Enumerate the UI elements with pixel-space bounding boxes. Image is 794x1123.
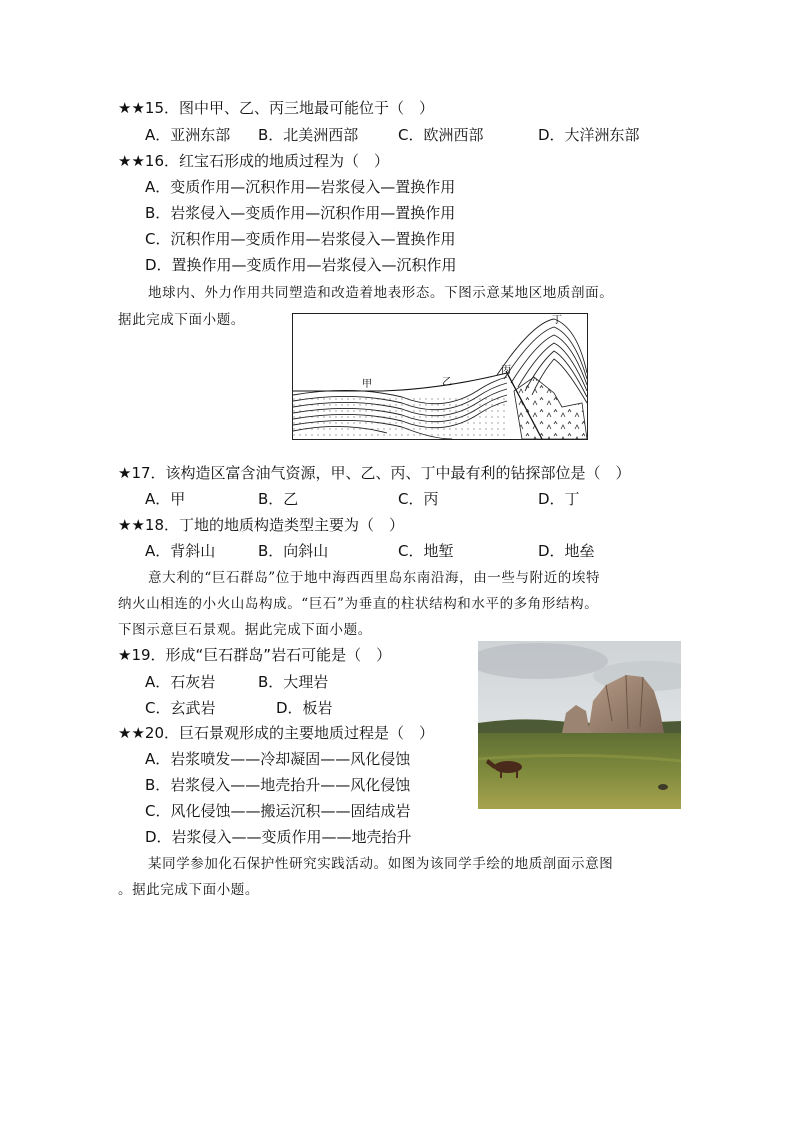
- q15-option-c[interactable]: C．欧洲西部: [398, 126, 484, 144]
- q18-option-d[interactable]: D．地垒: [538, 542, 595, 560]
- passage1-line1: 地球内、外力作用共同塑造和改造着地表形态。下图示意某地区地质剖面。: [148, 285, 614, 301]
- label-ding: 丁: [552, 315, 562, 326]
- q15-stem: ★★15．图中甲、乙、丙三地最可能位于（ ）: [118, 99, 434, 117]
- q17-stem: ★17．该构造区富含油气资源，甲、乙、丙、丁中最有利的钻探部位是（ ）: [118, 464, 631, 482]
- q16-option-b[interactable]: B．岩浆侵入—变质作用—沉积作用—置换作用: [145, 204, 456, 222]
- passage2-line2: 纳火山相连的小火山岛构成。“巨石”为垂直的柱状结构和水平的多角形结构。: [118, 596, 599, 612]
- q15-option-b[interactable]: B．北美洲西部: [258, 126, 359, 144]
- q19-stem: ★19．形成“巨石群岛”岩石可能是（ ）: [118, 646, 392, 664]
- passage2-line1: 意大利的“巨石群岛”位于地中海西西里岛东南沿海，由一些与附近的埃特: [148, 570, 601, 586]
- q17-option-c[interactable]: C．丙: [398, 490, 439, 508]
- q17-option-a[interactable]: A．甲: [145, 490, 186, 508]
- q19-option-b[interactable]: B．大理岩: [258, 673, 329, 691]
- q20-option-c[interactable]: C．风化侵蚀——搬运沉积——固结成岩: [145, 802, 411, 820]
- passage2-line3: 下图示意巨石景观。据此完成下面小题。: [118, 622, 372, 638]
- q18-stem: ★★18．丁地的地质构造类型主要为（ ）: [118, 516, 404, 534]
- q19-option-a[interactable]: A．石灰岩: [145, 673, 216, 691]
- passage1-line2: 据此完成下面小题。: [118, 312, 245, 328]
- q16-option-a[interactable]: A．变质作用—沉积作用—岩浆侵入—置换作用: [145, 178, 456, 196]
- q18-option-c[interactable]: C．地堑: [398, 542, 454, 560]
- q16-option-d[interactable]: D．置换作用—变质作用—岩浆侵入—沉积作用: [145, 256, 457, 274]
- q16-stem: ★★16．红宝石形成的地质过程为（ ）: [118, 152, 389, 170]
- q20-option-b[interactable]: B．岩浆侵入——地壳抬升——风化侵蚀: [145, 776, 411, 794]
- passage3-line2: 。据此完成下面小题。: [118, 882, 259, 898]
- label-bing: 丙: [501, 365, 511, 376]
- q19-option-d[interactable]: D．板岩: [276, 699, 333, 717]
- q20-stem: ★★20．巨石景观形成的主要地质过程是（ ）: [118, 724, 434, 742]
- q16-option-c[interactable]: C．沉积作用—变质作用—岩浆侵入—置换作用: [145, 230, 456, 248]
- q18-option-b[interactable]: B．向斜山: [258, 542, 329, 560]
- q18-option-a[interactable]: A．背斜山: [145, 542, 216, 560]
- q20-option-a[interactable]: A．岩浆喷发——冷却凝固——风化侵蚀: [145, 750, 411, 768]
- label-jia: 甲: [362, 379, 372, 390]
- passage3-line1: 某同学参加化石保护性研究实践活动。如图为该同学手绘的地质剖面示意图: [148, 856, 614, 872]
- q17-option-b[interactable]: B．乙: [258, 490, 299, 508]
- label-yi: 乙: [442, 377, 452, 388]
- geologic-section-figure: [292, 313, 588, 440]
- q19-option-c[interactable]: C．玄武岩: [145, 699, 216, 717]
- q15-option-a[interactable]: A．亚洲东部: [145, 126, 231, 144]
- q15-option-d[interactable]: D．大洋洲东部: [538, 126, 640, 144]
- q17-option-d[interactable]: D．丁: [538, 490, 580, 508]
- q20-option-d[interactable]: D．岩浆侵入——变质作用——地壳抬升: [145, 828, 412, 846]
- giant-rock-photo: [478, 641, 681, 809]
